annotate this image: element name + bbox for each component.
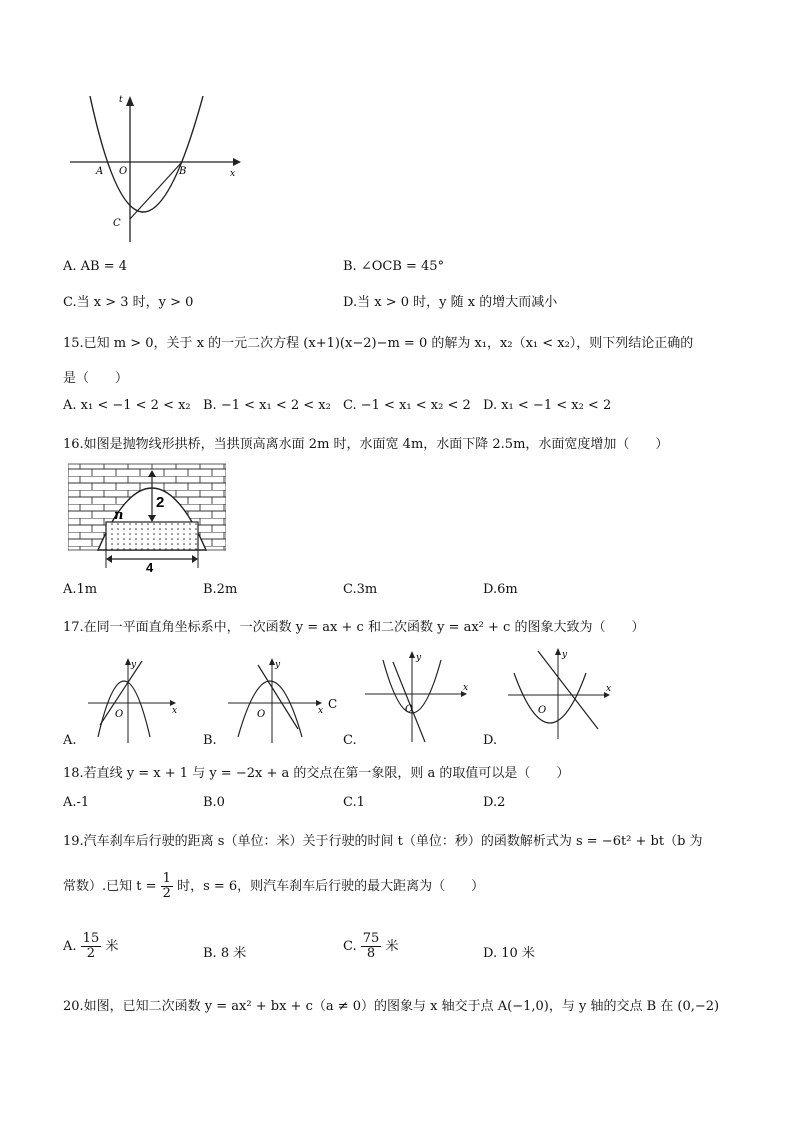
graph-b-y-label: y xyxy=(275,660,281,670)
q19-stem-line1: 19.汽车刹车后行驶的距离 s（单位：米）关于行驶的时间 t（单位：秒）的函数解析式为 s = −6t² + bt（b 为 xyxy=(63,834,703,849)
q19-opt-a-unit: 米 xyxy=(105,939,119,954)
q16-option-c: C.3m xyxy=(343,582,378,597)
width-arrow-left xyxy=(106,555,112,563)
segment-cb xyxy=(130,162,182,219)
q15-option-d: D. x₁ < −1 < x₂ < 2 xyxy=(483,398,612,413)
graph-c-y-label: y xyxy=(416,653,422,663)
q17-option-b: B. xyxy=(203,733,217,748)
graph-a-origin: O xyxy=(115,709,124,720)
q14-option-d: D.当 x > 0 时，y 随 x 的增大而减小 xyxy=(343,295,558,310)
label-width: 4 xyxy=(146,560,154,574)
q14-option-a: A. AB = 4 xyxy=(63,259,128,274)
q19-option-a xyxy=(63,932,118,961)
q17-graph-c xyxy=(365,648,475,744)
q17-graph-d xyxy=(508,645,618,741)
label-b: B xyxy=(179,166,187,177)
q18-option-c: C.1 xyxy=(343,795,365,810)
q17-stem: 17.在同一平面直角坐标系中，一次函数 y = ax + c 和二次函数 y = ax² + c 的图象大致为（ ） xyxy=(63,620,645,635)
q19-frac-denominator: 2 xyxy=(162,886,171,901)
q14-option-c: C.当 x > 3 时，y > 0 xyxy=(63,295,194,310)
graph-b-origin: O xyxy=(257,709,266,720)
q19-frac-numerator: 1 xyxy=(162,871,171,886)
q19-option-b: B. 8 米 xyxy=(203,946,247,961)
q18-option-b: B.0 xyxy=(203,795,225,810)
q17-option-d: D. xyxy=(483,733,498,748)
q19-line2-post: 时，s = 6，则汽车刹车后行驶的最大距离为（ ） xyxy=(177,879,485,894)
q19-opt-a-fraction xyxy=(81,932,102,961)
graph-c-origin: O xyxy=(405,704,414,715)
graph-b-stray-c: C xyxy=(328,697,338,711)
q16-option-b: B.2m xyxy=(203,582,238,597)
q17-option-c: C. xyxy=(343,733,357,748)
q15-option-b: B. −1 < x₁ < 2 < x₂ xyxy=(203,398,331,413)
label-a: A xyxy=(96,166,104,177)
x-axis-arrow xyxy=(233,158,241,166)
q19-opt-a-prefix: A. xyxy=(63,939,77,954)
graph-a-x-label: x xyxy=(172,706,178,716)
q19-opt-a-denominator: 2 xyxy=(86,946,96,961)
label-x: x xyxy=(230,169,236,179)
q19-opt-c-denominator: 8 xyxy=(366,946,376,961)
q18-stem: 18.若直线 y = x + 1 与 y = −2x + a 的交点在第一象限，则 a 的取值可以是（ ） xyxy=(63,766,570,781)
q17-option-a: A. xyxy=(63,733,77,748)
q17-graph-b xyxy=(228,655,343,745)
y-axis-arrow xyxy=(126,96,134,106)
q19-option-d: D. 10 米 xyxy=(483,946,535,961)
q19-opt-c-unit: 米 xyxy=(385,939,399,954)
width-arrow-right xyxy=(192,555,198,563)
graph-d-x-label: x xyxy=(606,684,612,694)
q19-option-c xyxy=(343,932,398,961)
label-n: n xyxy=(114,508,124,523)
q16-stem: 16.如图是抛物线形拱桥，当拱顶高离水面 2m 时，水面宽 4m，水面下降 2.5m，水面宽度增加（ ） xyxy=(63,437,669,452)
graph-d-origin: O xyxy=(538,705,547,716)
q16-option-d: D.6m xyxy=(483,582,518,597)
q19-opt-a-numerator: 15 xyxy=(82,931,100,946)
q15-stem-line2: 是（ ） xyxy=(63,371,129,386)
label-o: O xyxy=(119,166,128,177)
q19-stem-line2 xyxy=(63,872,484,901)
q15-stem-line1: 15.已知 m > 0，关于 x 的一元二次方程 (x+1)(x−2)−m = 0 的解为 x₁，x₂（x₁ < x₂），则下列结论正确的 xyxy=(63,336,694,351)
q14-parabola-figure xyxy=(68,92,243,244)
parabola-curve xyxy=(90,96,203,212)
q19-opt-c-fraction xyxy=(361,932,382,961)
label-height: 2 xyxy=(156,494,165,511)
q16-option-a: A.1m xyxy=(63,582,98,597)
q17-graph-a xyxy=(88,655,183,745)
graph-a-y-label: y xyxy=(131,660,137,670)
q14-option-b: B. ∠OCB = 45° xyxy=(343,259,445,274)
q18-option-a: A.-1 xyxy=(63,795,90,810)
q19-line2-pre: 常数）.已知 t = xyxy=(63,879,157,894)
q20-stem-line1: 20.如图，已知二次函数 y = ax² + bx + c（a ≠ 0）的图象与 x 轴交于点 A(−1,0)，与 y 轴的交点 B 在 (0,−2) xyxy=(63,999,720,1014)
q15-option-a: A. x₁ < −1 < 2 < x₂ xyxy=(63,398,191,413)
label-y: t xyxy=(119,95,123,105)
graph-c-x-label: x xyxy=(463,683,469,693)
q16-arch-bridge-figure xyxy=(68,462,226,574)
q19-opt-c-prefix: C. xyxy=(343,939,357,954)
graph-b-x-label: x xyxy=(318,706,324,716)
label-c: C xyxy=(113,218,121,229)
q18-option-d: D.2 xyxy=(483,795,506,810)
q15-option-c: C. −1 < x₁ < x₂ < 2 xyxy=(343,398,471,413)
q19-opt-c-numerator: 75 xyxy=(362,931,380,946)
water-body xyxy=(106,522,198,550)
q19-fraction-t xyxy=(161,872,173,901)
graph-d-y-label: y xyxy=(562,650,568,660)
